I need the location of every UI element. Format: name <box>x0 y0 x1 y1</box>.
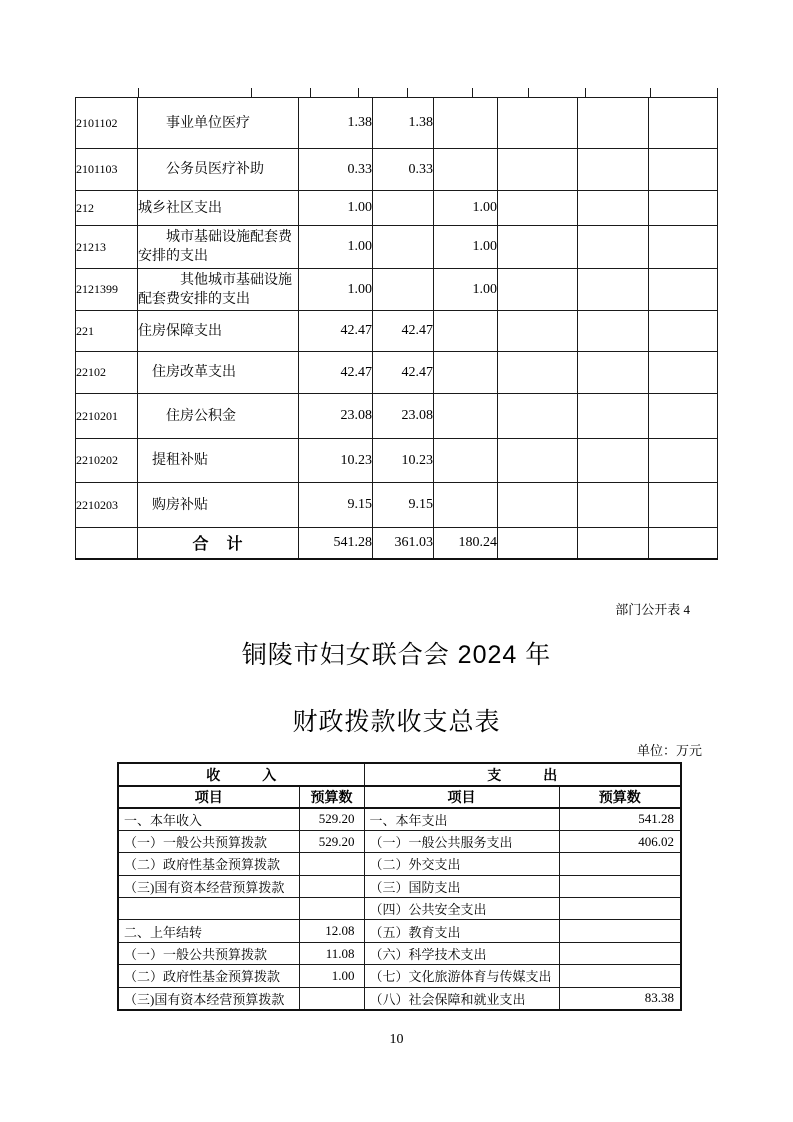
income-item: （一）一般公共预算拨款 <box>118 830 299 852</box>
income-item-header: 项目 <box>118 786 299 808</box>
income-item: 一、本年收入 <box>118 808 299 830</box>
income-value <box>299 898 364 920</box>
expense-value: 406.02 <box>559 830 681 852</box>
name-cell: 城市基础设施配套费安排的支出 <box>138 226 299 269</box>
section-header-row <box>118 763 681 786</box>
empty-cell <box>498 269 578 311</box>
code-cell: 2101102 <box>76 98 138 149</box>
value-cell <box>434 352 498 394</box>
income-item: （三)国有资本经营预算拨款 <box>118 875 299 897</box>
empty-cell <box>649 149 718 191</box>
value-cell <box>373 226 434 269</box>
value-cell: 23.08 <box>299 394 373 439</box>
table-row <box>118 987 681 1009</box>
table-continuation-stub <box>650 88 651 97</box>
value-cell: 10.23 <box>373 439 434 483</box>
expense-value <box>559 875 681 897</box>
table-continuation-stub <box>138 88 139 97</box>
total-label: 合 计 <box>138 528 299 559</box>
expense-budget-header: 预算数 <box>559 786 681 808</box>
value-cell: 1.00 <box>299 226 373 269</box>
income-item: 二、上年结转 <box>118 920 299 942</box>
table-continuation-stub <box>585 88 586 97</box>
value-cell: 23.08 <box>373 394 434 439</box>
expense-value <box>559 853 681 875</box>
income-value: 12.08 <box>299 920 364 942</box>
name-cell: 住房改革支出 <box>138 352 299 394</box>
value-cell <box>434 98 498 149</box>
empty-cell <box>578 226 649 269</box>
name-cell: 住房公积金 <box>138 394 299 439</box>
code-cell: 21213 <box>76 226 138 269</box>
table-continuation-stub <box>407 88 408 97</box>
expense-item: （四）公共安全支出 <box>364 898 559 920</box>
table-continuation-stub <box>310 88 311 97</box>
value-cell: 9.15 <box>373 483 434 528</box>
value-cell: 42.47 <box>299 311 373 352</box>
value-cell <box>434 439 498 483</box>
code-cell: 2101103 <box>76 149 138 191</box>
code-cell: 221 <box>76 311 138 352</box>
empty-cell <box>498 439 578 483</box>
table-row-total <box>76 528 718 559</box>
empty-cell <box>578 311 649 352</box>
empty-cell <box>578 98 649 149</box>
code-cell: 2121399 <box>76 269 138 311</box>
expense-value <box>559 920 681 942</box>
page-number: 10 <box>389 1032 404 1047</box>
table-row <box>76 394 718 439</box>
empty-cell <box>498 352 578 394</box>
table-row <box>76 98 718 149</box>
table-continuation-stub <box>528 88 529 97</box>
name-cell: 公务员医疗补助 <box>138 149 299 191</box>
value-cell: 1.00 <box>434 191 498 226</box>
value-cell: 42.47 <box>373 311 434 352</box>
empty-cell <box>578 149 649 191</box>
expense-item: （六）科学技术支出 <box>364 942 559 964</box>
table-continuation-stub <box>717 88 718 97</box>
empty-cell <box>649 483 718 528</box>
empty-cell <box>649 439 718 483</box>
empty-cell <box>649 311 718 352</box>
income-value: 529.20 <box>299 808 364 830</box>
expense-item-header: 项目 <box>364 786 559 808</box>
empty-cell <box>498 226 578 269</box>
empty-cell <box>649 528 718 559</box>
income-item: （一）一般公共预算拨款 <box>118 942 299 964</box>
empty-cell <box>649 352 718 394</box>
value-cell: 1.00 <box>299 191 373 226</box>
table-row <box>118 830 681 852</box>
value-cell: 180.24 <box>434 528 498 559</box>
table-continuation-stub <box>251 88 252 97</box>
value-cell: 1.00 <box>434 269 498 311</box>
table-row <box>76 483 718 528</box>
expense-item: （五）教育支出 <box>364 920 559 942</box>
value-cell <box>434 483 498 528</box>
income-section-header: 收 入 <box>118 763 364 786</box>
unit-label: 单位：万元 <box>636 743 702 758</box>
empty-cell <box>498 191 578 226</box>
empty-cell <box>649 226 718 269</box>
table-row <box>76 352 718 394</box>
value-cell: 0.33 <box>299 149 373 191</box>
income-value: 11.08 <box>299 942 364 964</box>
empty-cell <box>578 269 649 311</box>
code-cell: 212 <box>76 191 138 226</box>
value-cell: 1.00 <box>299 269 373 311</box>
name-cell: 事业单位医疗 <box>138 98 299 149</box>
income-item: （三)国有资本经营预算拨款 <box>118 987 299 1009</box>
table-continuation-stub <box>358 88 359 97</box>
table-row <box>76 226 718 269</box>
value-cell: 0.33 <box>373 149 434 191</box>
table-row <box>118 853 681 875</box>
income-value: 529.20 <box>299 830 364 852</box>
expense-item: 一、本年支出 <box>364 808 559 830</box>
expense-item: （八）社会保障和就业支出 <box>364 987 559 1009</box>
table-row <box>76 269 718 311</box>
value-cell: 1.00 <box>434 226 498 269</box>
code-cell: 22102 <box>76 352 138 394</box>
page-title-line2: 财政拨款收支总表 <box>292 708 501 736</box>
value-cell <box>373 269 434 311</box>
table-row <box>76 311 718 352</box>
empty-cell <box>498 394 578 439</box>
code-cell: 2210201 <box>76 394 138 439</box>
value-cell: 42.47 <box>299 352 373 394</box>
empty-cell <box>578 394 649 439</box>
name-cell: 其他城市基础设施配套费安排的支出 <box>138 269 299 311</box>
expense-item: （三）国防支出 <box>364 875 559 897</box>
empty-cell <box>649 98 718 149</box>
empty-cell <box>649 269 718 311</box>
expense-item: （一）一般公共服务支出 <box>364 830 559 852</box>
income-budget-header: 预算数 <box>299 786 364 808</box>
income-value: 1.00 <box>299 965 364 987</box>
code-cell <box>76 528 138 559</box>
value-cell: 1.38 <box>299 98 373 149</box>
table-row <box>118 920 681 942</box>
expense-item: （七）文化旅游体育与传媒支出 <box>364 965 559 987</box>
table-note: 部门公开表 4 <box>615 602 690 617</box>
expense-value <box>559 898 681 920</box>
expense-value <box>559 965 681 987</box>
income-value <box>299 987 364 1009</box>
name-cell: 住房保障支出 <box>138 311 299 352</box>
empty-cell <box>498 311 578 352</box>
table-row <box>118 898 681 920</box>
empty-cell <box>578 352 649 394</box>
value-cell: 10.23 <box>299 439 373 483</box>
column-header-row <box>118 786 681 808</box>
value-cell: 42.47 <box>373 352 434 394</box>
empty-cell <box>498 483 578 528</box>
value-cell: 1.38 <box>373 98 434 149</box>
table-row <box>76 149 718 191</box>
table-row <box>118 965 681 987</box>
empty-cell <box>498 528 578 559</box>
name-cell: 购房补贴 <box>138 483 299 528</box>
empty-cell <box>498 149 578 191</box>
value-cell: 9.15 <box>299 483 373 528</box>
table-row <box>118 942 681 964</box>
revenue-expenditure-summary-table <box>117 762 682 1011</box>
empty-cell <box>578 528 649 559</box>
expense-item: （二）外交支出 <box>364 853 559 875</box>
table-row <box>76 191 718 226</box>
expense-value: 541.28 <box>559 808 681 830</box>
expense-section-header: 支 出 <box>364 763 681 786</box>
empty-cell <box>578 191 649 226</box>
income-value <box>299 853 364 875</box>
value-cell <box>373 191 434 226</box>
empty-cell <box>649 394 718 439</box>
name-cell: 城乡社区支出 <box>138 191 299 226</box>
code-cell: 2210203 <box>76 483 138 528</box>
table-row <box>76 439 718 483</box>
expense-value <box>559 942 681 964</box>
page-title-line1: 铜陵市妇女联合会 2024 年 <box>241 641 552 669</box>
table-row <box>118 875 681 897</box>
empty-cell <box>649 191 718 226</box>
expense-value: 83.38 <box>559 987 681 1009</box>
empty-cell <box>578 483 649 528</box>
empty-cell <box>578 439 649 483</box>
empty-cell <box>498 98 578 149</box>
value-cell <box>434 394 498 439</box>
code-cell: 2210202 <box>76 439 138 483</box>
value-cell <box>434 311 498 352</box>
name-cell: 提租补贴 <box>138 439 299 483</box>
table-continuation-stub <box>472 88 473 97</box>
income-item <box>118 898 299 920</box>
expenditure-detail-table <box>75 97 718 560</box>
value-cell: 541.28 <box>299 528 373 559</box>
table-row <box>118 808 681 830</box>
value-cell <box>434 149 498 191</box>
income-item: （二）政府性基金预算拨款 <box>118 965 299 987</box>
value-cell: 361.03 <box>373 528 434 559</box>
income-item: （二）政府性基金预算拨款 <box>118 853 299 875</box>
income-value <box>299 875 364 897</box>
